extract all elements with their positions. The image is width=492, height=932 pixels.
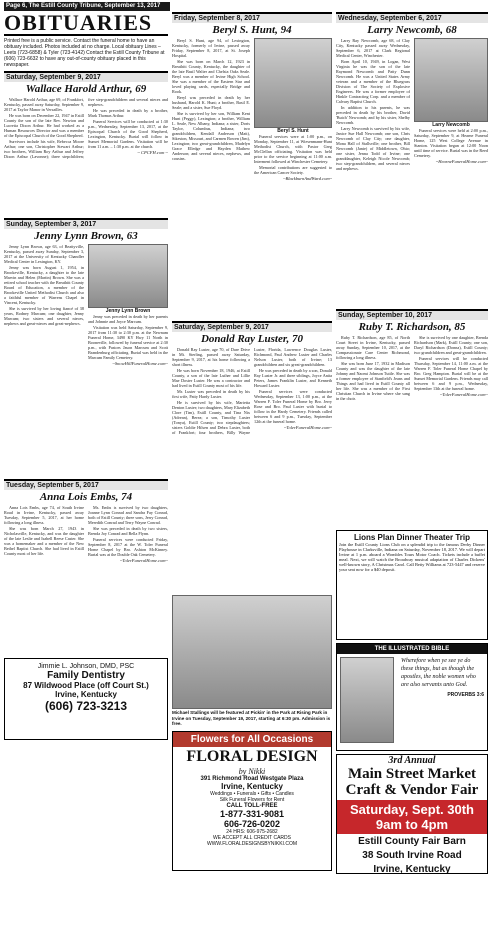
bible-verse: Wherefore when ye see ye do these things, but as though the apostles, the noble women who are also servants unto God. <box>401 658 476 688</box>
obit-paragraph: Jenny Lynn Brown, age 63, of Beattyville, Kentucky, passed away Sunday, September 3, 2017 at the University of Kentucky Chandler Medical Center in Lexington, KY. <box>4 244 84 264</box>
obituaries-masthead <box>4 12 168 68</box>
craft-city: Irvine, Kentucky <box>373 864 451 874</box>
obit-signoff: ~TolerFuneralHome.com~ <box>439 392 488 397</box>
floral-silk: Silk Funeral Flowers for Rent <box>219 796 285 803</box>
obituary-hunt <box>172 12 332 318</box>
obit-paragraph: Visitation was held Saturday, September 9, 2017 from 11:30 to 2:30 p.m. at the Newnam Funeral Home, 3490 KY Hwy 11 North in Booneville, followed by funeral service at 2:30 p.m., with Pastors Jason Marcum and Scott Brandenburg officiating. Burial was held in the Marcum Family Cemetery. <box>88 325 168 360</box>
obit-paragraph: Funeral services will be conducted Thursday, September 14, 11:00 a.m. at the Warren F. Toler Funeral Home Chapel by Bro. Greg Hampton. Burial will be at the Sunset Memorial Gardens. Friends may call between 6 and 9 p.m., Wednesday, September 13th at the funeral home. <box>414 356 488 391</box>
ad-johnson-dentistry <box>4 658 168 740</box>
obit-paragraph: Ms. Embs is survived by two daughters, Joanne Lynn Conrad and Sandra Fay Conrad, both of Estill County; three sons, Jerry Conrad, Meredith Conrad and Terry Wayne Conrad. <box>88 505 168 525</box>
obit-signoff: ~TolerFuneralHome.com~ <box>119 558 168 563</box>
column-middle <box>172 4 332 871</box>
obit-paragraph: Larry Newcomb is survived by his wife, Janice Sue Hall Newcomb; one son, Chris Newcomb of Clay City; one daughter, Mona Hall of Stallsville; one brother, Bill Newcomb (Janie) of Middletown, Ohio; one sister, Jenna Todd of Irvine; one granddaughter, Keleigh Nicole Newcomb; two step-grandchildren, and several nieces and nephews. <box>336 126 410 171</box>
obit-name: Ruby T. Richardson, 85 <box>358 321 466 333</box>
craft-time: 9am to 4pm <box>375 817 449 832</box>
obituary-brown <box>4 218 168 476</box>
craft-place: Estill County Fair Barn <box>358 836 466 847</box>
obituary-newcomb <box>336 12 488 306</box>
obit-paragraph: He was preceded in death by a son, Donald Ray Luster Jr. and three siblings, Joyce Anita Peters, James Franklin Luster, and Kenneth Howard Luster. <box>254 368 332 388</box>
obit-body <box>172 347 332 592</box>
craft-title-1: Main Street Market <box>347 766 476 782</box>
ad-lions-trip <box>336 530 488 640</box>
obit-date: Sunday, September 10, 2017 <box>336 311 488 320</box>
obit-date: Sunday, September 3, 2017 <box>4 220 168 229</box>
event-photo <box>172 595 332 709</box>
craft-annual: 3rd Annual <box>388 755 436 766</box>
obit-layout <box>4 244 168 476</box>
obit-paragraph: She was preceded in death by two sisters, Brenda Joy Conrad and Bella Flynn. <box>88 526 168 536</box>
floral-city: Irvine, Kentucky <box>221 781 283 791</box>
lions-title: Lions Plan Dinner Theater Trip <box>353 533 471 542</box>
obit-side <box>254 38 332 318</box>
obit-body-continued <box>414 128 488 164</box>
craft-date: Saturday, Sept. 30th <box>349 802 474 817</box>
obit-paragraph: He was born November 18, 1946, at Estill County, a son of the late Luther and Lillie Mae Doster Luster. He was a contractor and had lived in Estill County most of his life. <box>172 368 250 388</box>
floral-call: CALL TOLL-FREE <box>226 802 278 809</box>
floral-by: by Nikki <box>238 766 266 776</box>
obit-date: Saturday, September 9, 2017 <box>4 73 168 82</box>
obit-paragraph: Wallace Harold Arthur, age 69, of Frankfort, Kentucky, passed away Saturday, September 9, 2017 at Taylor Manor in Versailles. <box>4 97 84 112</box>
obit-paragraph: She was born March 27, 1943 in Nicholasville, Kentucky, and was the daughter of the late Leslie and Isabell Reese Caster. She was a homemaker and a member of the New Bethel Baptist Church. She had lived in Estill County most of her life. <box>4 526 84 556</box>
obit-paragraph: Funeral services were at 1:00 p.m., on Monday, September 11, at Wiesenmann-Hunt Methodist Church, with Pastor Greg McClellan officiating. Visitation was held prior to the service beginning at 11:00 a.m. Interment followed at Winchester Cemetery. <box>254 134 332 164</box>
obit-paragraph: He is survived by his wife, Marietta Denton Luster; two daughters, Mary Elizabeth Clore (Tim), Estill County, and Tina Nix (Adrean), Berea; a son, Timothy Luster (Tonya), Estill County; two stepdaughters; sisters Goldie Hilsen and Debra Luster, both of Frankfort; four brothers, Billy Wayne Luster, Florida, Lawrence Douglas Luster, Richmond, Paul Andrew Luster and Charles Nelson Luster, both of Irvine; 13 grandchildren and six great-grandchildren. <box>172 347 332 435</box>
floral-web: WWW.FLORALDESIGNSBYNIKKI.COM <box>206 840 297 847</box>
photo-caption: Beryl S. Hunt <box>277 128 309 134</box>
portrait-photo <box>254 38 332 128</box>
bible-illustration <box>340 657 394 743</box>
bible-header: THE ILLUSTRATED BIBLE <box>337 644 487 654</box>
obit-paragraph: Survivors include his wife, Rebecca Moore Arthur; one son, Christopher Stewart Arthur; two brothers, William Roy Arthur and Jeffrey Dixon Arthur (Lavonne); three stepchildren; five step-grandchildren and several nieces and nephews. <box>4 97 168 159</box>
obituary-embs <box>4 479 168 655</box>
obit-layout <box>336 38 488 306</box>
obit-date: Wednesday, September 6, 2017 <box>336 14 488 23</box>
obit-paragraph: Funeral Services will be conducted at 1:30 p.m., Wednesday, September 13, 2017, at the Episcopal Church of the Good Shepherd, Lexington, Kentucky. Burial will follow in Sunset Memorial Gardens. Visitation will be from 11 a.m. – 1:30 p.m. at the church. <box>88 119 168 149</box>
running-head: Page 6, The Estill County Tribune, September 13, 2017 <box>4 2 170 11</box>
obit-name: Anna Lois Embs, 74 <box>39 491 133 503</box>
ad-specialty: Family Dentistry <box>47 670 125 681</box>
portrait-photo <box>414 38 488 122</box>
obit-paragraph: Ruby T. Richardson, age 85, of North Court Street in Irvine, Kentucky, passed away Sunday, September 10, 2017, at the Compassionate Care Center Richmond, following a long illness. <box>336 335 410 360</box>
obit-body <box>4 244 84 476</box>
ad-dentist-name: Jimmie L. Johnson, DMD, PSC <box>37 663 135 670</box>
obit-paragraph: She is survived by her loving fiancé of 38 years, Rodney Marcum; one daughter, Jenny Marcum; two sisters and several nieces, nephews and great-nieces and great-nephews. <box>4 306 84 326</box>
craft-date-time <box>337 800 487 834</box>
obit-paragraph: Funeral services were held at 2:00 p.m., Saturday, September 9, at Hearne Funeral Home, 125 West College Avenue in Stanton. Visitation began at 12:00 Noon until time of service. Burial was in the Reed Cemetery. <box>414 128 488 158</box>
ad-city: Irvine, Kentucky <box>55 690 117 699</box>
bible-ref: PROVERBS 3:6 <box>447 692 484 698</box>
obit-paragraph: He was preceded in death by a brother, Mark Thomas Arthur. <box>88 108 168 118</box>
obit-paragraph: She was born June 17, 1932 in Madison County and was the daughter of the late Johnny and Naomi Johnson Tuttle. She was a former employee of Stanfield's Jeans and Things and had lived in Estill County all her life. She was a member of the First Christian Church in Irvine where she sang in the choir. <box>336 361 410 401</box>
obit-name: Beryl S. Hunt, 94 <box>212 24 292 36</box>
event-caption: Michael Stallings will be featured at Pickin' in the Park at Rising Park in Irvine on Tuesday, September 19, 2017, starting at 6:30 pm. Admission is free. <box>172 710 331 726</box>
floral-cards: WE ACCEPT ALL CREDIT CARDS <box>213 834 291 841</box>
ad-address: 87 Wildwood Place (off Court St.) <box>23 681 149 690</box>
obit-name: Jenny Lynn Brown, 63 <box>34 230 138 242</box>
obit-body <box>172 38 250 318</box>
obit-body <box>336 335 488 527</box>
floral-name: FLORAL DESIGN <box>186 747 318 765</box>
floral-hours: 24 HRS: 606-975-2682 <box>226 828 278 835</box>
ad-craft-fair <box>336 754 488 874</box>
obit-body <box>4 97 168 215</box>
obit-paragraph: Born April 10, 1949, in Logan, West Virginia he was the son of the late Raymond Newcomb and Patty Dunn Newcomb. He was a United States Army veteran and a member of the Bluegrass Division of The Society of Explosive Engineers. He was a former employee of Hinkle Contracting Corp. and a member of Calvary Baptist Church. <box>336 59 410 104</box>
obit-paragraph: Funeral services were conducted Wednesday, September 13, 1:00 p.m., at the Warren F. Toler Funeral Home by Bro. Jerry Rose and Bro. Paul Luster with burial to follow in the Hardy Cemetery. Friends called between 6 and 9 p.m., Tuesday, September 12th at the funeral home. <box>254 389 332 424</box>
obit-date: Friday, September 8, 2017 <box>172 14 332 23</box>
craft-title-2: Craft & Vendor Fair <box>345 782 479 798</box>
obit-side <box>88 244 168 476</box>
obit-body-continued <box>88 314 168 366</box>
obit-signoff: ~SnowHillFuneralHome.com~ <box>112 361 168 366</box>
obit-signoff: ~ CPCFH.com ~ <box>137 150 168 155</box>
event-photo-block <box>172 595 332 728</box>
floral-phone1: 1-877-331-9081 <box>219 808 285 819</box>
floral-address: 391 Richmond Road Westgate Plaza <box>200 775 304 782</box>
obit-body-continued <box>254 134 332 181</box>
obituary-arthur <box>4 71 168 215</box>
photo-caption: Jenny Lynn Brown <box>105 308 151 314</box>
column-right <box>336 4 488 874</box>
obit-paragraph: Anna Lois Embs, age 74, of South Irvine Road in Irvine, Kentucky, passed away Tuesday, September 5, 2017, at her home following a long illness. <box>4 505 84 525</box>
obit-paragraph: Funeral services were conducted Friday, September 8, 2017 at the W. Toler Funeral Home Chapel by Bro. Ashton McKinney. Burial was at the Double Oak Cemetery. <box>88 537 168 557</box>
obit-paragraph: Donald Ray Luster, age 70, of Dare Drive in Mt. Sterling, passed away Saturday, September 9, 2017, at his home following a short illness. <box>172 347 250 367</box>
obit-paragraph: She is survived by her son, William Kent Hunt (Peggy), Lexington; a brother, William L. Seale, New Albany, Indiana; a sister, Doris Taylor, Columbus, Indiana; two grandchildren, Kendall Anderson (Matt), Sikeston, Missouri, and Carmen Bowen (Jim), Lexington; two great-grandchildren, Madelyn Grace Elledge and Hayden Mathew Anderson; and several nieces, nephews, and cousins. <box>172 111 250 161</box>
obit-name: Wallace Harold Arthur, 69 <box>25 83 147 95</box>
floral-phone2: 606-726-0202 <box>223 818 281 829</box>
obit-layout <box>172 38 332 318</box>
obit-paragraph: He was born on December 22, 1947 in Estill County the son of the late Rev. Newton and Lucretia Dixon Arthur. He had worked as a Human Resources Director and was a member of the Episcopal Church of the Good Shepherd. <box>4 113 84 138</box>
obit-paragraph: Jenny was preceded in death by her parents and Johnnie and Joyce Marcum. <box>88 314 168 324</box>
obit-date: Saturday, September 9, 2017 <box>172 323 332 332</box>
column-left <box>4 4 168 740</box>
obit-side <box>414 38 488 306</box>
portrait-photo <box>88 244 168 308</box>
obit-signoff: ~TolerFuneralHome.com~ <box>283 425 332 430</box>
ad-illustrated-bible <box>336 643 488 751</box>
obit-name: Larry Newcomb, 68 <box>367 24 457 36</box>
ad-floral-design <box>172 731 332 871</box>
obit-name: Donald Ray Luster, 70 <box>200 333 304 345</box>
obit-paragraph: Memorial contributions are suggested to the American Cancer Society. <box>254 165 332 175</box>
craft-road: 38 South Irvine Road <box>362 850 462 861</box>
obit-paragraph: Beryl was preceded in death by her husband, Harold K. Hunt; a brother, Basil E. Seale; and a sister, Sue Floyd. <box>172 95 250 110</box>
obit-signoff: ~HearneFuneralHome.com~ <box>435 159 488 164</box>
obit-signoff: ~BlackburnAndWard.com~ <box>283 176 332 181</box>
obituary-luster <box>172 321 332 592</box>
obit-paragraph: In addition to his parents, he was preceded in death by his brother, David 'Butch' Newcomb; and by his sister, Shelby Newcomb. <box>336 105 410 125</box>
ad-phone: (606) 723-3213 <box>44 699 128 713</box>
photo-caption: Larry Newcomb <box>432 122 470 128</box>
obit-body <box>4 505 168 655</box>
section-title: OBITUARIES <box>4 12 168 36</box>
bible-content <box>337 654 487 746</box>
lions-text: Join the Estill County Lions Club on a splendid trip to the famous Derby Dinner Playhouse in Clarksville, Indiana on Saturday, November 18, 2017. We will depart Irvine at 1 p.m. aboard a Wombles Tours Motor Coach. Tickets include a buffet meal. Next, we will watch the Broadway musical adaptation of Charles Dickens' well-known story, A Christmas Carol. Call Betty Williams at 723-5447 and reserve your seat now for a $40 deposit. <box>339 542 485 572</box>
section-note: Printed free is a public service. Contact the funeral home to have an obituary included. Photos included at no charge. Local obituary Lines – Leets (723-6858) & Tyler (723-4142) Contact the Estill County Tribune at (606) 723-6632 to have any out-of-county obituary placed in this newspaper. <box>4 38 165 68</box>
obit-body <box>336 38 410 306</box>
obit-date: Tuesday, September 5, 2017 <box>4 481 168 490</box>
bible-text <box>397 654 487 746</box>
obit-paragraph: She is survived by one daughter, Brenda Richardson (Mark), Estill County; one son, Daryl Richardson (Donna), Estill County; two grandchildren and great-grandchildren. <box>414 335 488 355</box>
obit-paragraph: Larry Ray Newcomb, age 68, of Clay City, Kentucky passed away Wednesday, September 6, 2017 at Clark Regional Medical Center, Winchester. <box>336 38 410 58</box>
obit-paragraph: Beryl S. Hunt, age 94, of Lexington, Kentucky, formerly of Irvine, passed away Friday, September 8, 2017, at St. Joseph Hospital. <box>172 38 250 58</box>
obituary-richardson <box>336 309 488 527</box>
obit-paragraph: She was born on March 12, 1923 in Breathitt County, Kentucky, the daughter of the late Basil Walter and Chelsia Oaks Seale. Beryl was a member of Irvine High School. She was a member of the Eastern Star and loved playing cards, especially Bridge and Rook. <box>172 59 250 94</box>
floral-banner: Flowers for All Occasions <box>173 732 331 747</box>
floral-services: Weddings • Funerals • Gifts • Candles <box>210 790 294 797</box>
obit-paragraph: Mr. Luster was preceded in death by his first wife, Patty Hardy Luster. <box>172 389 250 399</box>
obit-paragraph: Jenny was born August 1, 1954, in Brookeville, Kentucky, a daughter to the late Marvin and Helen (Martin) Brown. She was a retired school teacher with the Breathitt County Board of Education, a member of the Brookeville United Methodist Church and also a faithful member of Warrens Chapel in Vincent, Kentucky. <box>4 265 84 305</box>
